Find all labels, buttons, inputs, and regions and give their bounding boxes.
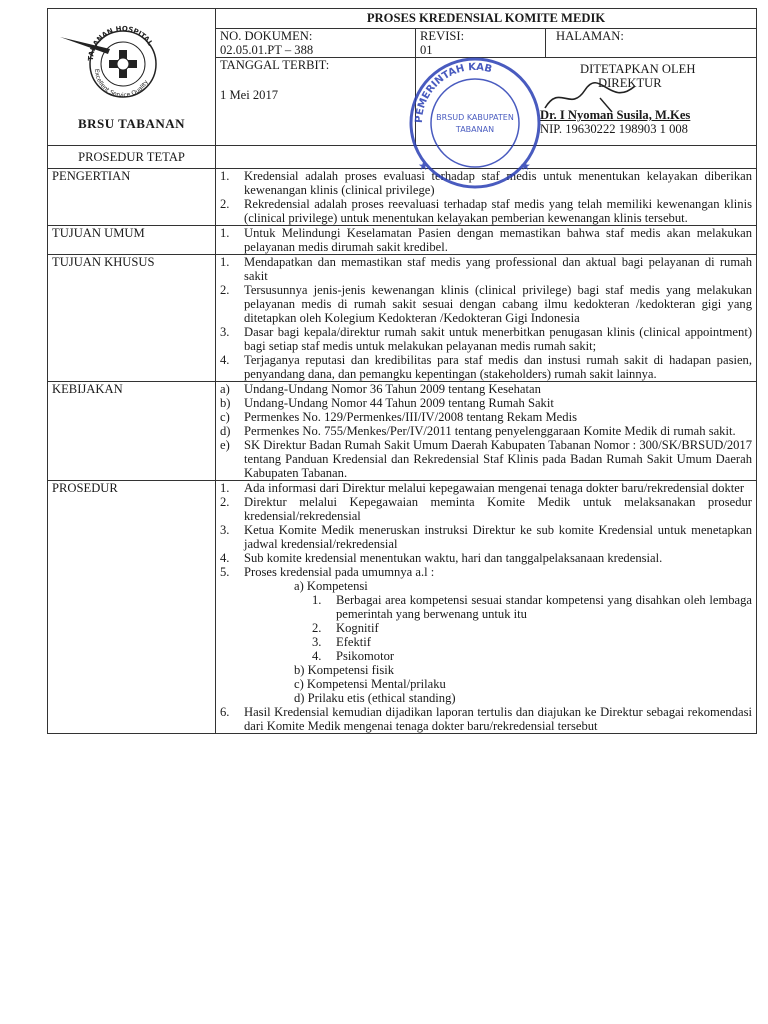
list-item: b) Undang-Undang Nomor 44 Tahun 2009 tentang Rumah Sakit (220, 396, 554, 410)
document-title: PROSES KREDENSIAL KOMITE MEDIK (216, 9, 757, 29)
list-item: d) Permenkes No. 755/Menkes/Per/IV/2011 tentang penyelenggaraan Komite Medik di rumah sakit. (220, 424, 736, 438)
hospital-name: BRSU TABANAN (77, 116, 185, 131)
director-name: Dr. I Nyoman Susila, M.Kes (540, 108, 691, 122)
logo-text-bottom: Excellent Service Quality (92, 68, 150, 99)
doc-number-value: 02.05.01.PT – 388 (220, 43, 314, 57)
list-item: 1. Kredensial adalah proses evaluasi terhadap staf medis untuk menentukan kelayakan diberikan kewenangan klinis (clinical privilege) (220, 169, 753, 197)
doc-number-label: NO. DOKUMEN: (220, 29, 313, 43)
list-item: 1. Mendapatkan dan memastikan staf medis yang professional dan aktual bagi pelayanan di rumah sakit (220, 255, 753, 283)
sub-sub-item: 4. Psikomotor (312, 649, 395, 663)
sub-item: a) Kompetensi (294, 579, 368, 593)
document-sheet (47, 8, 756, 734)
list-item: 4. Terjaganya reputasi dan kredibilitas para staf medis dan instusi rumah sakit di hadapan pasien, penyandang dana, dan pemangku kepentingan (stakeholders) rumah sakit lainnya. (220, 353, 753, 381)
list-item: e) SK Direktur Badan Rumah Sakit Umum Daerah Kabupaten Tabanan Nomor : 300/SK/BRSUD/2017 tentang Panduan Kredensial dan Rekredensial Staf Klinis pada Badan Rumah Sakit Umum Daerah Kabupaten Tabanan. (220, 438, 753, 480)
page-cell (546, 29, 757, 58)
list-item: 2. Tersusunnya jenis-jenis kewenangan klinis (clinical privilege) bagi staf medis yang melakukan pelayanan medis di rumah sakit sesuai dengan cabang ilmu kedokteran /kedokteran gigi yang ditetapkan oleh Kolegium Kedokteran /Kedokteran Gigi Indonesia (220, 283, 753, 325)
sub-item: d) Prilaku etis (ethical standing) (294, 691, 456, 705)
list-item: c) Permenkes No. 129/Permenkes/III/IV/2008 tentang Rekam Medis (220, 410, 577, 424)
section-body-tujuan-umum (216, 226, 757, 255)
issue-date-value: 1 Mei 2017 (220, 88, 279, 102)
sop-type: PROSEDUR TETAP (48, 146, 216, 169)
director-nip: NIP. 19630222 198903 1 008 (540, 122, 688, 136)
sop-table (47, 8, 757, 734)
signature-icon (540, 78, 640, 118)
page-label: HALAMAN: (556, 29, 624, 43)
logo-text-top: TABANAN HOSPITAL (86, 24, 155, 62)
seal-text-top: PEMERINTAH KAB (413, 61, 494, 124)
revision-value: 01 (420, 43, 433, 57)
section-label-prosedur: PROSEDUR (48, 481, 216, 734)
svg-text:★: ★ (520, 159, 531, 173)
list-item: 1. Untuk Melindungi Keselamatan Pasien dengan memastikan bahwa staf medis akan melakukan pelayanan medis dirumah sakit kredibel. (220, 226, 753, 254)
section-label-pengertian: PENGERTIAN (48, 169, 216, 226)
seal-text-mid1: BRSUD KABUPATEN (436, 113, 514, 122)
logo-cell (48, 9, 216, 146)
section-body-prosedur (216, 481, 757, 734)
list-item: 3. Dasar bagi kepala/direktur rumah sakit untuk menerbitkan penugasan klinis (clinical appointment) bagi setiap staf medis untuk melakukan pelayanan medis rumah sakit; (220, 325, 753, 353)
seal-text-mid2: TABANAN (455, 125, 495, 134)
section-label-tujuan-umum: TUJUAN UMUM (48, 226, 216, 255)
sub-sub-item: 1. Berbagai area kompetensi sesuai standar kompetensi yang disahkan oleh lembaga pemerintah yang berwenang untuk itu (312, 593, 753, 621)
doc-number-cell (216, 29, 416, 58)
list-item: a) Undang-Undang Nomor 36 Tahun 2009 tentang Kesehatan (220, 382, 541, 396)
director-title: DIREKTUR (598, 76, 662, 90)
list-item: 2. Direktur melalui Kepegawaian meminta Komite Medik untuk melaksanakan prosedur kredensial/rekredensial (220, 495, 753, 523)
svg-text:★: ★ (418, 159, 429, 173)
approved-by-label: DITETAPKAN OLEH (580, 62, 696, 76)
list-item: 1. Ada informasi dari Direktur melalui kepegawaian mengenai tenaga dokter baru/rekredensial dokter (220, 481, 745, 495)
list-item: 2. Rekredensial adalah proses reevaluasi terhadap staf medis yang telah memiliki kewenangan klinis (clinical privilege) untuk menentukan kelayakan pemberian kewenangan klinis tersebut. (220, 197, 753, 225)
list-item: 4. Sub komite kredensial menentukan waktu, hari dan tanggalpelaksanaan kredensial. (220, 551, 663, 565)
issue-date-cell (216, 58, 416, 146)
official-seal-icon (404, 52, 546, 194)
hospital-logo-icon (58, 19, 188, 99)
sub-sub-item: 2. Kognitif (312, 621, 379, 635)
section-label-kebijakan: KEBIJAKAN (48, 382, 216, 481)
section-body-tujuan-khusus (216, 255, 757, 382)
section-label-tujuan-khusus: TUJUAN KHUSUS (48, 255, 216, 382)
list-item: 5. Proses kredensial pada umumnya a.l : (220, 565, 435, 579)
section-body-kebijakan (216, 382, 757, 481)
list-item: 3. Ketua Komite Medik meneruskan instruksi Direktur ke sub komite Kredensial untuk menetapkan jadwal kredensial/rekredensial (220, 523, 753, 551)
sub-sub-item: 3. Efektif (312, 635, 371, 649)
list-item: 6. Hasil Kredensial kemudian dijadikan laporan tertulis dan diajukan ke Direktur sebagai rekomendasi dari Komite Medik mengenai tenaga dokter baru/rekredensial tersebut (220, 705, 753, 733)
sub-item: c) Kompetensi Mental/prilaku (294, 677, 446, 691)
revision-label: REVISI: (420, 29, 465, 43)
sub-item: b) Kompetensi fisik (294, 663, 395, 677)
issue-date-label: TANGGAL TERBIT: (220, 58, 330, 72)
